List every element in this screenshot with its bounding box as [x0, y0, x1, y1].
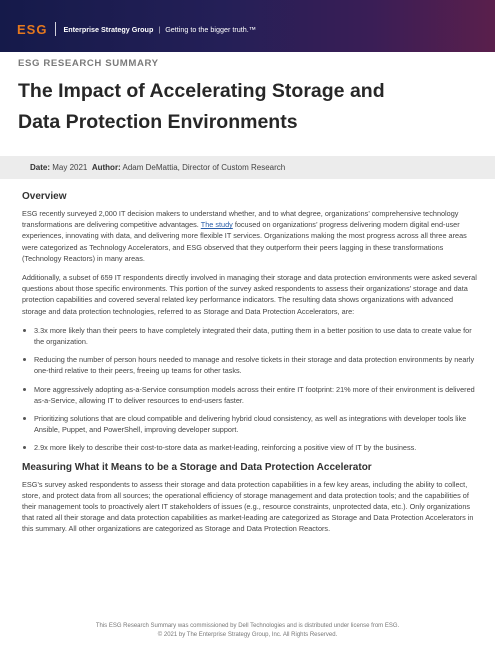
- list-item: Reducing the number of person hours needed to manage and resolve tickets in their storage and data protection environments by nearly one-third relative to their peers, freeing up teams for other tasks.: [22, 354, 478, 376]
- logo-divider: [55, 22, 56, 36]
- list-item: More aggressively adopting as-a-Service consumption models across their entire IT footprint: 21% more of their environment is delivered as-a-Service, allowing IT to deliver resources to end-users faster.: [22, 384, 478, 406]
- banner-org-name: Enterprise Strategy Group: [63, 24, 154, 34]
- series-label: ESG RESEARCH SUMMARY: [18, 58, 159, 69]
- overview-heading: Overview: [22, 191, 67, 202]
- list-item: 3.3x more likely than their peers to have completely integrated their data, putting them in a better position to use data to create value for the organization.: [22, 325, 478, 347]
- list-item: 2.9x more likely to describe their cost-to-store data as market-leading, reinforcing a positive view of IT by the business.: [22, 442, 478, 453]
- author-label: Author:: [91, 163, 121, 172]
- footer: [0, 622, 495, 640]
- footer-copyright-line: © 2021 by The Enterprise Strategy Group, Inc. All Rights Reserved.: [157, 632, 338, 638]
- banner-tagline: Getting to the bigger truth.™: [165, 24, 256, 34]
- date-label: Date:: [30, 163, 51, 172]
- date-value: May 2021: [52, 163, 88, 172]
- overview-p1-text-b: focused on organizations’ progress delivering modern digital end-user experiences, innovating with data, and delivering more flexible IT services. Organizations making the most progress across all three areas were categorized as Technology Accelerators, and ESG observed that they outperform their peers lagging in these transformations (Technology Reactors) in many areas.: [22, 220, 467, 263]
- header-banner: [0, 0, 495, 52]
- measuring-paragraph: ESG’s survey asked respondents to assess their storage and data protection capabilities in a few key areas, including the ability to collect, store, and protect data from all sources; the operational efficiency of storage management and data protection tools; and the capabilities of their management tools to proactively alert IT stakeholders of issues (e.g., resource constraints, unprotected data, etc.). Only organizations that rated all their storage and data protection capabilities as market-leading are categorized as Storage and Data Protection Accelerators in this summary. All other organizations are categorized as Storage and Data Protection Reactors.: [22, 479, 474, 534]
- logo-text: ESG: [17, 21, 48, 37]
- overview-p1-text-a: ESG recently surveyed 2,000 IT decision makers to understand whether, and to what degree, organizations’ comprehensive technology transformations are delivering competitive advantages.: [22, 209, 459, 230]
- title-line-2: Data Protection Environments: [18, 111, 298, 133]
- meta-bar: [0, 156, 495, 179]
- title-line-1: The Impact of Accelerating Storage and: [18, 80, 385, 102]
- findings-list: [22, 325, 478, 454]
- measuring-heading: Measuring What it Means to be a Storage and Data Protection Accelerator: [22, 461, 372, 473]
- overview-paragraph-1: [22, 208, 478, 264]
- study-link[interactable]: The study: [200, 220, 233, 230]
- author-value: Adam DeMattia, Director of Custom Research: [122, 163, 286, 172]
- banner-separator: |: [158, 24, 161, 34]
- page-title: [18, 76, 478, 138]
- main-content: [22, 191, 478, 543]
- overview-paragraph-2: Additionally, a subset of 659 IT respondents directly involved in managing their storage and data protection environments were asked several questions about those specific environments. This portion of the survey asked respondents to assess their organizations’ storage and data protection capabilities and covered several related key performance indicators. The resulting data shows organizations with advanced storage and data protection technologies, referred to as Storage and Data Protection Accelerators, are:: [22, 273, 477, 316]
- list-item: Prioritizing solutions that are cloud compatible and delivering hybrid cloud consistency, as well as integrations with developer tools like Ansible, Puppet, and PowerShell, improving developer support.: [22, 413, 478, 435]
- esg-logo: [17, 20, 256, 38]
- footer-license-line: This ESG Research Summary was commissioned by Dell Technologies and is distributed under license from ESG.: [95, 623, 400, 629]
